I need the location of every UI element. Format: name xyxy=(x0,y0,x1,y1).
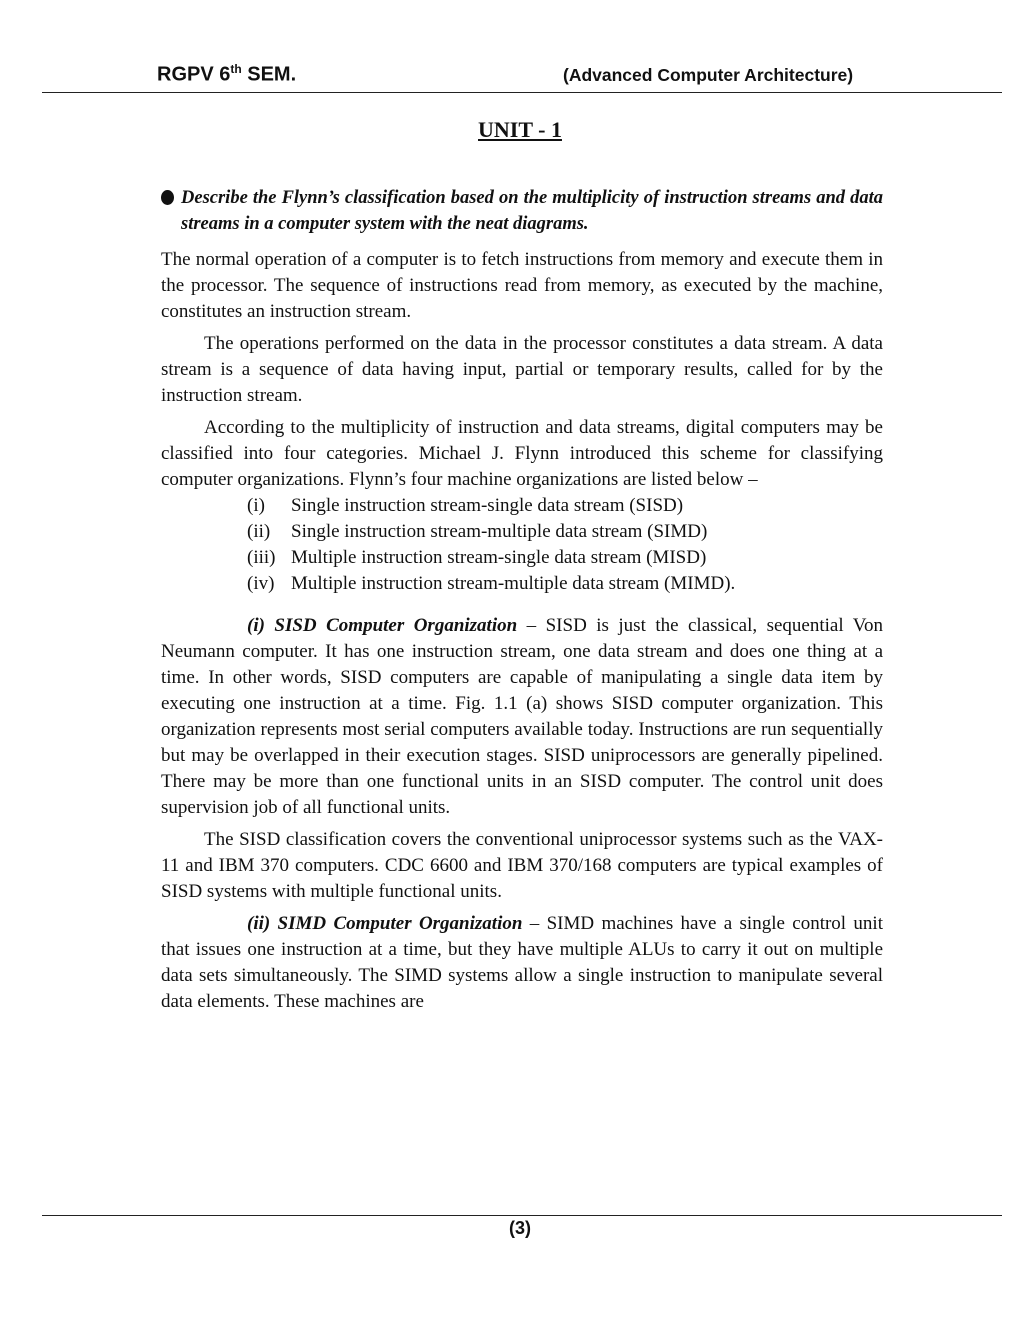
unit-title: UNIT - 1 xyxy=(478,117,562,142)
list-item xyxy=(247,571,883,597)
question xyxy=(161,185,883,237)
header-rule xyxy=(42,92,1002,93)
list-item-text: Multiple instruction stream-single data stream (MISD) xyxy=(291,547,707,568)
list-item xyxy=(247,545,883,571)
page-header xyxy=(0,58,1020,94)
page-number: (3) xyxy=(509,1218,531,1238)
simd-section xyxy=(161,911,883,1015)
page-content xyxy=(161,185,883,1021)
paragraph: According to the multiplicity of instruction and data streams, digital computers may be classified into four categories. Michael J. Flynn introduced this scheme for classifying computer organizations. Flynn’s four machine organizations are listed below – xyxy=(161,417,883,490)
list-item-text: Single instruction stream-multiple data stream (SIMD) xyxy=(291,521,708,542)
bullet-icon xyxy=(161,190,174,205)
list-item-text: Multiple instruction stream-multiple data stream (MIMD). xyxy=(291,573,736,594)
header-course-suffix: SEM. xyxy=(241,63,297,86)
sisd-section xyxy=(161,613,883,821)
header-subject: (Advanced Computer Architecture) xyxy=(563,65,854,85)
footer-rule xyxy=(42,1215,1002,1216)
list-item xyxy=(247,493,883,519)
list-item-number: (iv) xyxy=(247,573,275,594)
list-item xyxy=(247,519,883,545)
sisd-paragraph: The SISD classification covers the conventional uniprocessor systems such as the VAX-11 and IBM 370 computers. CDC 6600 and IBM 370/168 computers are typical examples of SISD systems with multiple functional units. xyxy=(161,829,883,902)
simd-body: – SIMD machines have a single control unit that issues one instruction at a time, but they have multiple ALUs to carry it out on multiple data sets simultaneously. The SIMD systems allow a single instruction to manipulate several data elements. These machines are xyxy=(161,913,883,1012)
list-item-number: (ii) xyxy=(247,521,271,542)
list-item-number: (i) xyxy=(247,495,265,516)
sisd-body: – SISD is just the classical, sequential Von Neumann computer. It has one instruction stream, one data stream and does one thing at a time. In other words, SISD computers are capable of manipulating a single data item by executing one instruction at a time. Fig. 1.1 (a) shows SISD computer organization. This organization represents most serial computers available today. Instructions are run sequentially but may be overlapped in their execution stages. SISD uniprocessors are generally pipelined. There may be more than one functional units in an SISD computer. The control unit does supervision job of all functional units. xyxy=(161,615,883,818)
paragraph: The operations performed on the data in the processor constitutes a data stream. A data stream is a sequence of data having input, partial or temporary results, called for by the instruction stream. xyxy=(161,333,883,406)
simd-heading: (ii) SIMD Computer Organization xyxy=(247,913,523,934)
list-item-text: Single instruction stream-single data stream (SISD) xyxy=(291,495,684,516)
header-course-sup: th xyxy=(230,62,242,76)
header-course-prefix: RGPV 6 xyxy=(157,63,231,86)
question-text: Describe the Flynn’s classification based on the multiplicity of instruction streams and data streams in a computer system with the neat diagrams. xyxy=(181,188,883,234)
list-item-number: (iii) xyxy=(247,547,276,568)
paragraph: The normal operation of a computer is to fetch instructions from memory and execute them in the processor. The sequence of instructions read from memory, as executed by the machine, constitutes an instruction stream. xyxy=(161,249,883,322)
sisd-heading: (i) SISD Computer Organization xyxy=(247,615,518,636)
flynn-list xyxy=(247,493,883,597)
header-course xyxy=(157,62,296,87)
